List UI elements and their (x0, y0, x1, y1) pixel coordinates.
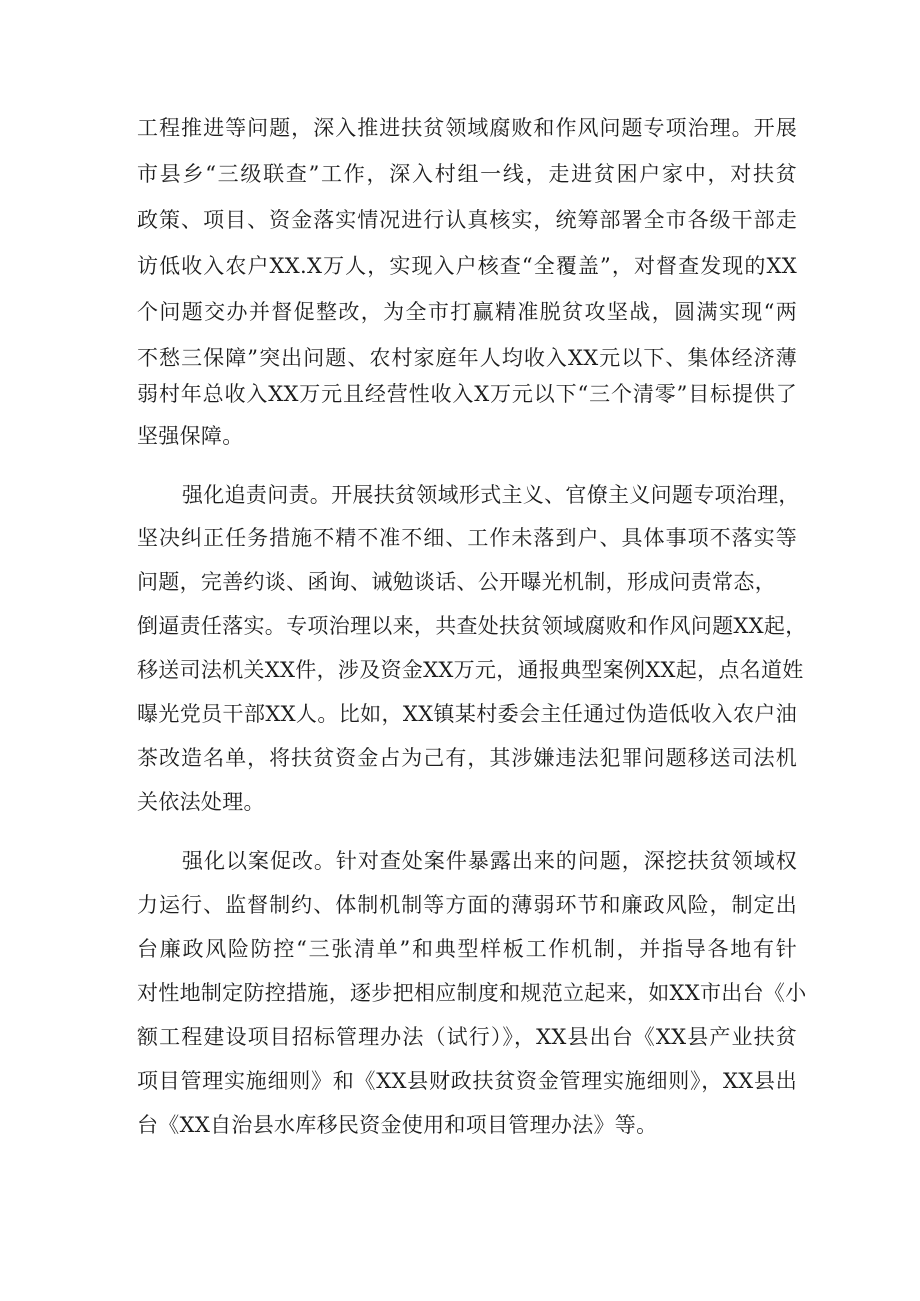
text-line: 额工程建设项目招标管理办法（试行）》，XX县出台《XX县产业扶贫 (137, 1025, 797, 1049)
text-line: 个问题交办并督促整改，为全市打赢精准脱贫攻坚战，圆满实现“两 (137, 300, 797, 324)
text-line: 曝光党员干部XX人。比如，XX镇某村委会主任通过伪造低收入农户油 (137, 702, 797, 726)
text-line: 市县乡“三级联查”工作，深入村组一线，走进贫困户家中，对扶贫 (137, 162, 797, 186)
text-line: 力运行、监督制约、体制机制等方面的薄弱环节和廉政风险，制定出 (137, 893, 797, 917)
text-line: 移送司法机关XX件，涉及资金XX万元，通报典型案例XX起，点名道姓 (137, 658, 804, 682)
text-line: 坚强保障。 (137, 424, 244, 448)
text-line: 问题，完善约谈、函询、诫勉谈话、公开曝光机制，形成问责常态， (137, 570, 776, 594)
text-line: 访低收入农户XX.X万人，实现入户核查“全覆盖”，对督查发现的XX (137, 254, 797, 278)
text-line: 坚决纠正任务措施不精不准不细、工作未落到户、具体事项不落实等 (137, 526, 797, 550)
text-line: 不愁三保障”突出问题、农村家庭年人均收入XX元以下、集体经济薄 (137, 346, 797, 370)
text-line: 政策、项目、资金落实情况进行认真核实，统筹部署全市各级干部走 (137, 208, 797, 232)
text-line: 弱村年总收入XX万元且经营性收入X万元以下“三个清零”目标提供了 (137, 382, 797, 406)
text-line: 茶改造名单，将扶贫资金占为己有，其涉嫌违法犯罪问题移送司法机 (137, 746, 797, 770)
text-line: 工程推进等问题，深入推进扶贫领域腐败和作风问题专项治理。开展 (137, 116, 797, 140)
text-line: 对性地制定防控措施，逐步把相应制度和规范立起来，如XX市出台《小 (137, 981, 807, 1005)
text-line: 台廉政风险防控“三张清单”和典型样板工作机制，并指导各地有针 (137, 937, 797, 961)
text-line: 项目管理实施细则》和《XX县财政扶贫资金管理实施细则》，XX县出 (137, 1069, 797, 1093)
text-line: 关依法处理。 (137, 790, 265, 814)
text-line: 倒逼责任落实。专项治理以来，共查处扶贫领域腐败和作风问题XX起， (137, 614, 807, 638)
text-line: 强化追责问责。开展扶贫领域形式主义、官僚主义问题专项治理， (182, 483, 800, 507)
text-line: 强化以案促改。针对查处案件暴露出来的问题，深挖扶贫领域权 (182, 849, 797, 873)
text-line: 台《XX自治县水库移民资金使用和项目管理办法》等。 (137, 1113, 658, 1137)
